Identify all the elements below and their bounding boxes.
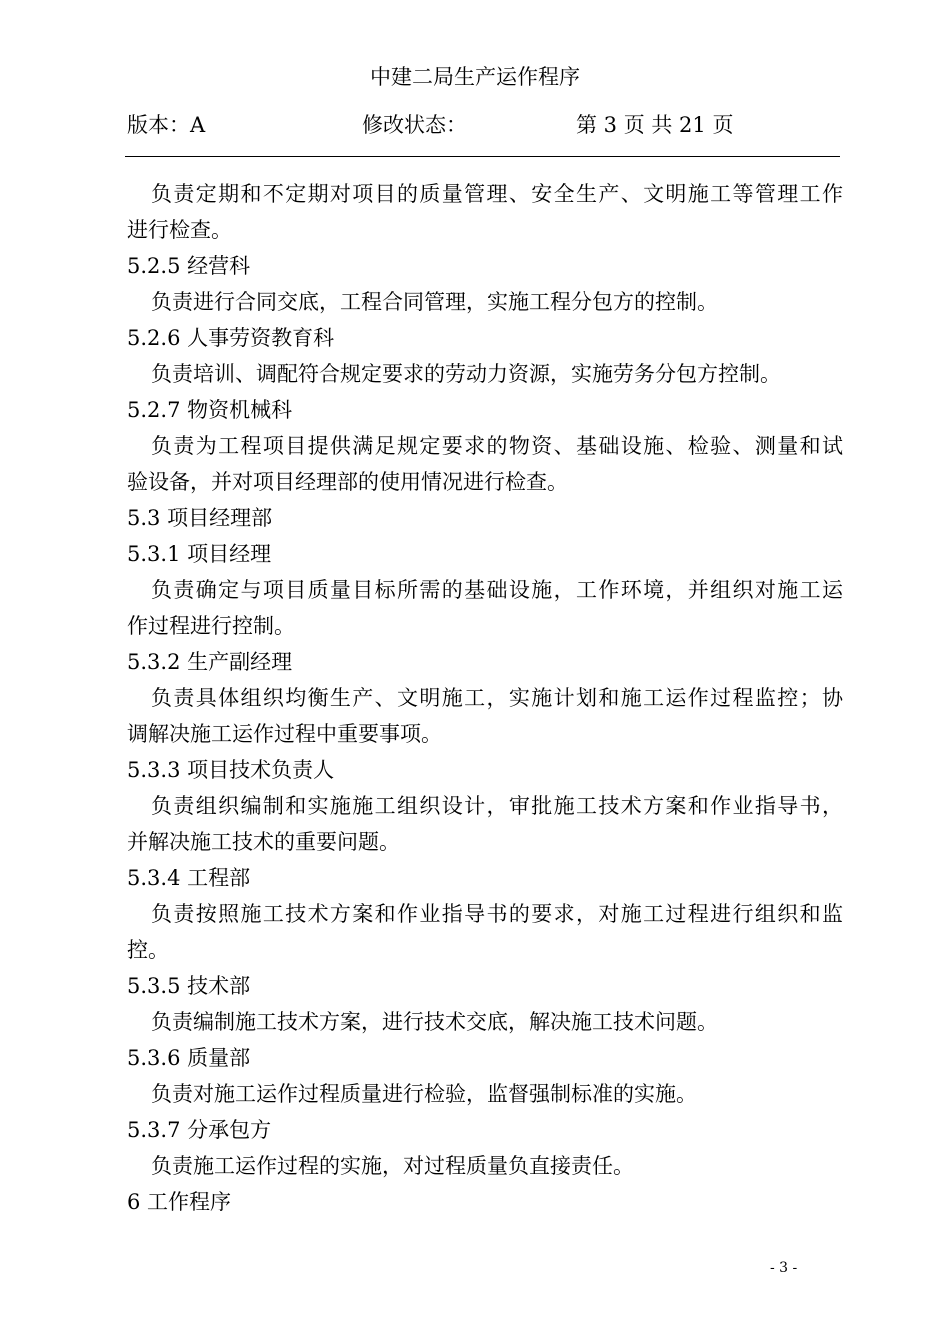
paragraph-line: 负责按照施工技术方案和作业指导书的要求，对施工过程进行组织和监 (151, 902, 843, 926)
section-heading: 5.3 项目经理部 (127, 506, 273, 530)
paragraph-line: 负责进行合同交底，工程合同管理，实施工程分包方的控制。 (151, 290, 718, 314)
paragraph-line: 负责确定与项目质量目标所需的基础设施，工作环境，并组织对施工运 (151, 578, 843, 602)
page-info: 第 3 页 共 21 页 (576, 113, 734, 137)
paragraph-line: 负责定期和不定期对项目的质量管理、安全生产、文明施工等管理工作 (151, 182, 843, 206)
section-heading: 5.2.5 经营科 (127, 254, 251, 278)
paragraph-line: 负责对施工运作过程质量进行检验，监督强制标准的实施。 (151, 1082, 697, 1106)
section-heading: 5.3.5 技术部 (127, 974, 251, 998)
section-heading: 5.3.7 分承包方 (127, 1118, 272, 1142)
section-heading: 5.3.1 项目经理 (127, 542, 272, 566)
section-heading: 5.3.6 质量部 (127, 1046, 251, 1070)
paragraph-line: 进行检查。 (127, 218, 232, 242)
section-heading: 6 工作程序 (127, 1190, 232, 1214)
section-heading: 5.3.4 工程部 (127, 866, 251, 890)
paragraph-line: 验设备，并对项目经理部的使用情况进行检查。 (127, 470, 568, 494)
paragraph-line: 负责具体组织均衡生产、文明施工，实施计划和施工运作过程监控；协 (151, 686, 843, 710)
section-heading: 5.2.7 物资机械科 (127, 398, 293, 422)
section-heading: 5.3.2 生产副经理 (127, 650, 293, 674)
document-body (127, 176, 843, 1220)
document-title: 中建二局生产运作程序 (370, 65, 580, 89)
paragraph-line: 调解决施工运作过程中重要事项。 (127, 722, 442, 746)
footer-page-number: - 3 - (770, 1260, 798, 1276)
revision-status-label: 修改状态： (362, 113, 467, 137)
paragraph-line: 负责组织编制和实施施工组织设计，审批施工技术方案和作业指导书， (151, 794, 843, 818)
header-rule (125, 156, 840, 157)
paragraph-line: 控。 (127, 938, 169, 962)
paragraph-line: 负责培训、调配符合规定要求的劳动力资源，实施劳务分包方控制。 (151, 362, 781, 386)
version-label: 版本：A (127, 113, 206, 137)
paragraph-line: 并解决施工技术的重要问题。 (127, 830, 400, 854)
paragraph-line: 负责为工程项目提供满足规定要求的物资、基础设施、检验、测量和试 (151, 434, 843, 458)
section-heading: 5.2.6 人事劳资教育科 (127, 326, 335, 350)
paragraph-line: 作过程进行控制。 (127, 614, 295, 638)
section-heading: 5.3.3 项目技术负责人 (127, 758, 335, 782)
paragraph-line: 负责施工运作过程的实施，对过程质量负直接责任。 (151, 1154, 634, 1178)
paragraph-line: 负责编制施工技术方案，进行技术交底，解决施工技术问题。 (151, 1010, 718, 1034)
